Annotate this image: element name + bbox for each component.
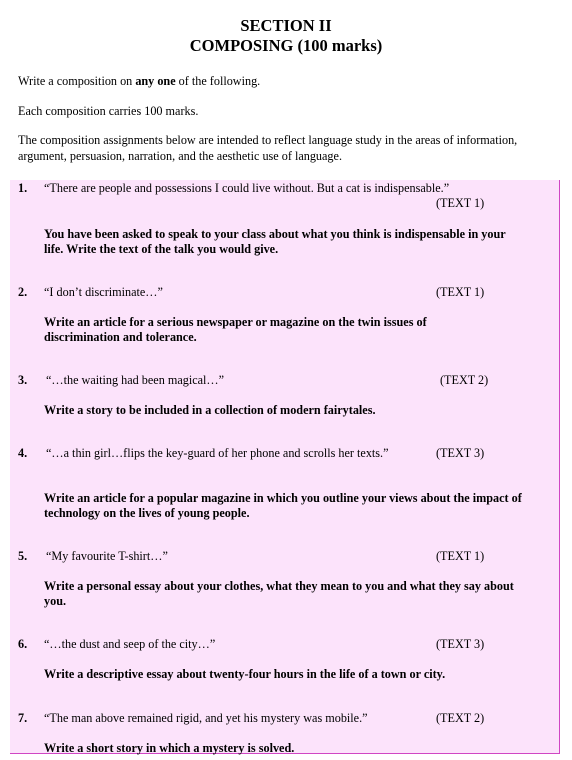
intro-instruction-end: of the following. — [175, 74, 261, 88]
question-number: 5. — [18, 549, 28, 563]
question-quote: “…the waiting had been magical…” — [46, 373, 225, 387]
question-quote: “The man above remained rigid, and yet his mystery was mobile.” — [44, 711, 368, 725]
question-source: (TEXT 3) — [436, 637, 485, 651]
question-source: (TEXT 1) — [436, 196, 485, 210]
intro-description: The composition assignments below are intended to reflect language study in the areas of information, argument, persuasion, narration, and the aesthetic use of language. — [18, 133, 518, 163]
question-quote: “My favourite T-shirt…” — [46, 549, 168, 563]
question-quote: “There are people and possessions I could live without. But a cat is indispensable.” — [44, 181, 450, 195]
question-task: Write a personal essay about your clothes, what they mean to you and what they say about you. — [44, 579, 514, 608]
question-task: Write an article for a serious newspaper or magazine on the twin issues of discrimination and tolerance. — [44, 315, 427, 344]
question-source: (TEXT 1) — [436, 549, 485, 563]
intro-instruction-start: Write a composition on — [18, 74, 136, 88]
question-task: Write an article for a popular magazine in which you outline your views about the impact of technology on the lives of young people. — [44, 491, 522, 520]
question-number: 4. — [18, 446, 28, 460]
question-task: You have been asked to speak to your class about what you think is indispensable in your life. Write the text of the talk you would give. — [44, 227, 506, 256]
question-source: (TEXT 1) — [436, 285, 485, 299]
question-task: Write a story to be included in a collection of modern fairytales. — [44, 403, 376, 417]
question-task: Write a short story in which a mystery is solved. — [44, 741, 295, 755]
question-source: (TEXT 3) — [436, 446, 485, 460]
question-number: 2. — [18, 285, 28, 299]
question-task: Write a descriptive essay about twenty-four hours in the life of a town or city. — [44, 667, 446, 681]
question-number: 7. — [18, 711, 28, 725]
question-number: 6. — [18, 637, 28, 651]
intro-instruction — [18, 74, 558, 90]
intro-instruction-emphasis: any one — [135, 74, 176, 88]
question-number: 1. — [18, 181, 28, 195]
section-heading: SECTION II — [240, 16, 332, 35]
page-title: COMPOSING (100 marks) — [189, 36, 383, 55]
question-quote: “…the dust and seep of the city…” — [44, 637, 216, 651]
question-number: 3. — [18, 373, 28, 387]
question-quote: “I don’t discriminate…” — [44, 285, 163, 299]
intro-marks: Each composition carries 100 marks. — [18, 104, 199, 118]
question-quote: “…a thin girl…flips the key-guard of her phone and scrolls her texts.” — [46, 446, 389, 460]
question-source: (TEXT 2) — [440, 373, 489, 387]
question-source: (TEXT 2) — [436, 711, 485, 725]
